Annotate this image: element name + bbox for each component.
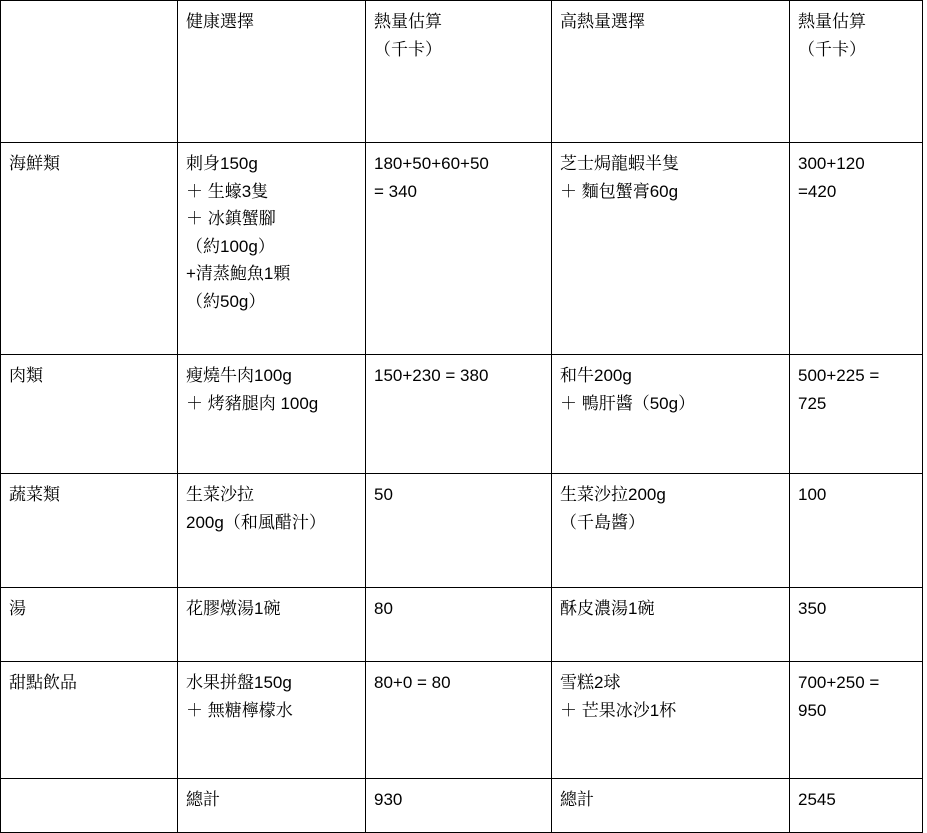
- high-text: 生菜沙拉200g （千島醬）: [560, 485, 666, 532]
- cell-category: [1, 355, 178, 474]
- header-cell-category: [1, 1, 178, 143]
- cell-healthy-calories: [366, 355, 552, 474]
- cell-healthy-total-label: [178, 779, 366, 833]
- header-healthy-calories-label: 熱量估算 （千卡）: [374, 12, 442, 59]
- header-cell-high: [552, 1, 790, 143]
- high-calories-text: 500+225 = 725: [798, 366, 880, 413]
- healthy-text: 生菜沙拉 200g（和風醋汁）: [186, 485, 326, 532]
- healthy-text: 刺身150g ＋ 生蠔3隻 ＋ 冰鎮蟹腳 （約100g） +清蒸鮑魚1顆 （約50g）: [186, 154, 291, 311]
- table-total-row: [1, 779, 923, 833]
- cell-high: [552, 662, 790, 779]
- cell-high-calories: [790, 474, 923, 588]
- header-cell-healthy: [178, 1, 366, 143]
- high-calories-text: 350: [798, 599, 827, 618]
- category-text: 蔬菜類: [9, 485, 60, 504]
- table-row: [1, 588, 923, 662]
- cell-high-calories: [790, 662, 923, 779]
- category-text: 海鮮類: [9, 154, 60, 173]
- cell-high: [552, 143, 790, 355]
- cell-high-calories: [790, 355, 923, 474]
- high-text: 酥皮濃湯1碗: [560, 599, 655, 618]
- cell-healthy-total-value: [366, 779, 552, 833]
- healthy-text: 花膠燉湯1碗: [186, 599, 281, 618]
- cell-high-calories: [790, 143, 923, 355]
- healthy-total-value: 930: [374, 790, 403, 809]
- cell-category: [1, 474, 178, 588]
- cell-category: [1, 143, 178, 355]
- cell-healthy: [178, 143, 366, 355]
- high-text: 芝士焗龍蝦半隻 ＋ 麵包蟹膏60g: [560, 154, 679, 201]
- cell-high: [552, 355, 790, 474]
- healthy-calories-text: 50: [374, 485, 393, 504]
- healthy-text: 瘦燒牛肉100g ＋ 烤豬腿肉 100g: [186, 366, 319, 413]
- cell-high-total-value: [790, 779, 923, 833]
- header-cell-healthy-calories: [366, 1, 552, 143]
- header-cell-high-calories: [790, 1, 923, 143]
- cell-category: [1, 588, 178, 662]
- category-text: 湯: [9, 599, 26, 618]
- healthy-calories-text: 80: [374, 599, 393, 618]
- table-row: [1, 474, 923, 588]
- cell-healthy: [178, 355, 366, 474]
- cell-high-total-label: [552, 779, 790, 833]
- table-header-row: [1, 1, 923, 143]
- cell-healthy-calories: [366, 662, 552, 779]
- cell-healthy-calories: [366, 474, 552, 588]
- healthy-calories-text: 180+50+60+50 = 340: [374, 154, 489, 201]
- high-total-value: 2545: [798, 790, 836, 809]
- header-high-calories-label: 熱量估算 （千卡）: [798, 12, 866, 59]
- high-text: 和牛200g ＋ 鴨肝醬（50g）: [560, 366, 696, 413]
- cell-category: [1, 779, 178, 833]
- healthy-total-label: 總計: [186, 790, 220, 809]
- cell-category: [1, 662, 178, 779]
- cell-healthy-calories: [366, 143, 552, 355]
- cell-healthy: [178, 474, 366, 588]
- high-text: 雪糕2球 ＋ 芒果冰沙1杯: [560, 673, 677, 720]
- healthy-calories-text: 150+230 = 380: [374, 366, 489, 385]
- category-text: 甜點飲品: [9, 673, 77, 692]
- table-row: [1, 143, 923, 355]
- header-high-label: 高熱量選擇: [560, 12, 645, 31]
- cell-high: [552, 588, 790, 662]
- table-row: [1, 355, 923, 474]
- healthy-text: 水果拼盤150g ＋ 無糖檸檬水: [186, 673, 293, 720]
- cell-high: [552, 474, 790, 588]
- high-calories-text: 300+120 =420: [798, 154, 865, 201]
- high-calories-text: 700+250 = 950: [798, 673, 880, 720]
- category-text: 肉類: [9, 366, 43, 385]
- header-healthy-label: 健康選擇: [186, 12, 254, 31]
- cell-healthy-calories: [366, 588, 552, 662]
- high-total-label: 總計: [560, 790, 594, 809]
- cell-healthy: [178, 588, 366, 662]
- cell-healthy: [178, 662, 366, 779]
- cell-high-calories: [790, 588, 923, 662]
- table-row: [1, 662, 923, 779]
- healthy-calories-text: 80+0 = 80: [374, 673, 451, 692]
- high-calories-text: 100: [798, 485, 827, 504]
